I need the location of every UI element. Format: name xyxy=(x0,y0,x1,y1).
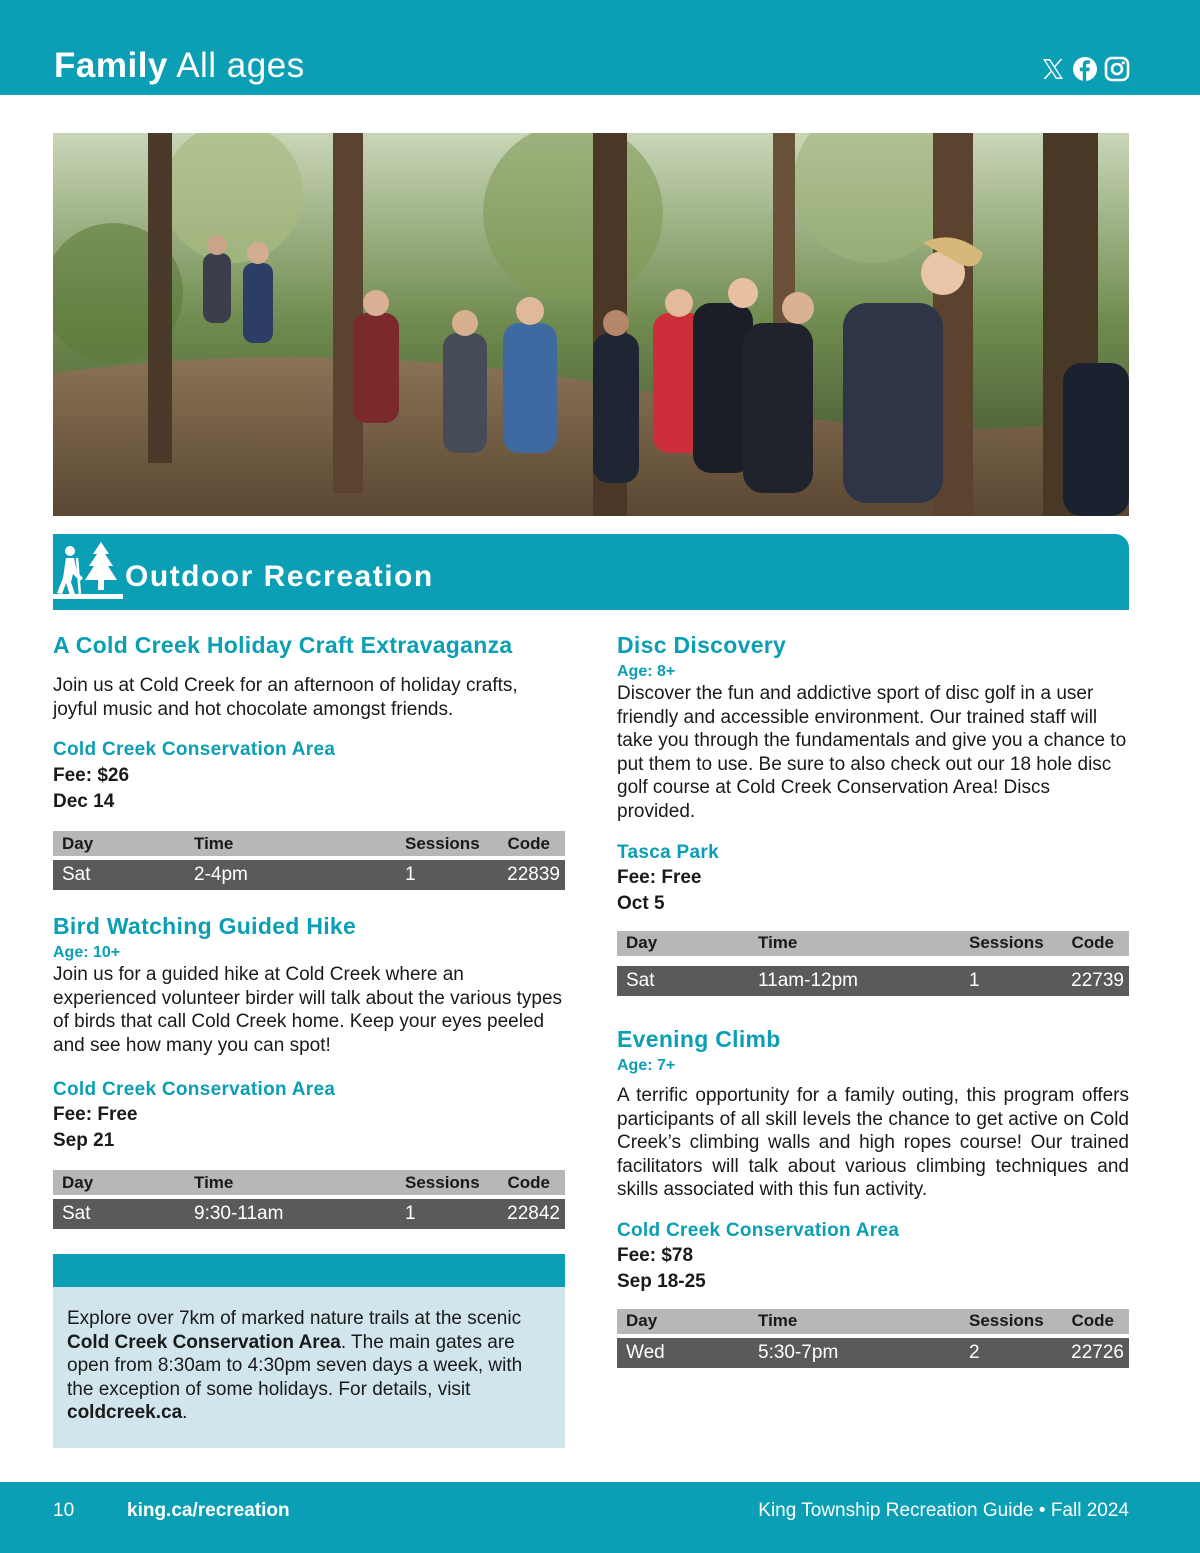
program-title: A Cold Creek Holiday Craft Extravaganza xyxy=(53,632,513,658)
program-description: Join us at Cold Creek for an afternoon of holiday crafts, joyful music and hot chocolate amongst friends. xyxy=(53,675,518,720)
cell-day: Wed xyxy=(626,1341,665,1363)
program-location: Tasca Park xyxy=(617,841,719,863)
facebook-icon[interactable] xyxy=(1072,56,1098,82)
program-fee: Fee: $78 xyxy=(617,1244,694,1266)
page-header xyxy=(0,0,1200,95)
header-sessions: Sessions xyxy=(405,833,480,853)
schedule-table xyxy=(53,831,565,890)
section-title-bold: Family xyxy=(54,46,168,85)
cell-day: Sat xyxy=(626,969,655,991)
hiker-tree-icon xyxy=(53,540,123,602)
footer-url-link[interactable]: king.ca/recreation xyxy=(127,1500,290,1521)
group-hike-photo xyxy=(53,133,1129,516)
cell-day: Sat xyxy=(62,1203,91,1225)
program-fee: Fee: Free xyxy=(617,866,702,888)
program-location: Cold Creek Conservation Area xyxy=(53,739,336,761)
cell-sessions: 1 xyxy=(969,969,980,991)
table-header xyxy=(617,931,1129,956)
social-links xyxy=(1040,56,1130,82)
cell-time: 9:30-11am xyxy=(194,1203,284,1225)
program-date: Dec 14 xyxy=(53,791,115,813)
cell-time: 5:30-7pm xyxy=(758,1341,839,1363)
section-title-light: All ages xyxy=(176,46,305,85)
x-icon[interactable] xyxy=(1040,56,1066,82)
program-description: Join us for a guided hike at Cold Creek where an experienced volunteer birder will talk about the various types of birds that call Cold Creek home. Keep your eyes peeled and see how many you can spot! xyxy=(53,964,563,1056)
cell-time: 11am-12pm xyxy=(758,969,858,991)
cell-code: 22839 xyxy=(507,864,560,886)
program-title: Bird Watching Guided Hike xyxy=(53,913,357,939)
cell-sessions: 2 xyxy=(969,1341,980,1363)
table-row xyxy=(53,1199,565,1229)
info-text-1: Explore over 7km of marked nature trails at the scenic xyxy=(67,1308,522,1329)
cell-day: Sat xyxy=(62,864,91,886)
banner-title: Outdoor Recreation xyxy=(125,560,434,593)
page-number: 10 xyxy=(53,1500,75,1521)
header-sessions: Sessions xyxy=(969,1311,1044,1331)
header-time: Time xyxy=(758,933,798,953)
cell-code: 22739 xyxy=(1071,969,1124,991)
program-fee: Fee: $26 xyxy=(53,765,130,787)
info-box-bar xyxy=(53,1254,565,1287)
program-title: Disc Discovery xyxy=(617,632,787,658)
footer-separator: • xyxy=(1038,1500,1046,1521)
header-day: Day xyxy=(62,833,94,853)
section-title xyxy=(54,46,305,86)
program-age: Age: 8+ xyxy=(617,663,676,680)
header-day: Day xyxy=(62,1172,94,1192)
cell-time: 2-4pm xyxy=(194,864,248,886)
outdoor-recreation-banner xyxy=(53,534,1129,610)
guide-season: Fall 2024 xyxy=(1050,1500,1129,1521)
header-day: Day xyxy=(626,933,658,953)
header-sessions: Sessions xyxy=(405,1172,480,1192)
table-row xyxy=(53,860,565,890)
schedule-table xyxy=(617,1309,1129,1368)
cell-code: 22726 xyxy=(1071,1341,1124,1363)
program-description: A terrific opportunity for a family outing, this program offers participants of all skill levels the chance to get active on Cold Creek’s climbing walls and high ropes course! Our trained facilitators will talk about various climbing techniques and skills associated with this fun activity. xyxy=(617,1085,1129,1201)
header-time: Time xyxy=(194,833,234,853)
header-code: Code xyxy=(507,833,550,853)
info-box-text xyxy=(53,1287,565,1425)
guide-title: King Township Recreation Guide xyxy=(758,1500,1034,1521)
program-evening-climb xyxy=(617,1026,1129,1368)
table-header xyxy=(53,831,565,856)
program-disc-discovery xyxy=(617,632,1129,996)
conservation-info-box xyxy=(53,1254,565,1448)
program-date: Oct 5 xyxy=(617,892,665,914)
program-holiday-craft xyxy=(53,632,565,890)
table-header xyxy=(53,1170,565,1195)
info-text-3: . xyxy=(182,1402,188,1424)
program-date: Sep 21 xyxy=(53,1130,115,1152)
program-bird-watching xyxy=(53,913,565,1229)
program-age: Age: 10+ xyxy=(53,944,121,961)
cell-sessions: 1 xyxy=(405,864,416,886)
schedule-table xyxy=(53,1170,565,1229)
header-time: Time xyxy=(758,1311,798,1331)
program-location: Cold Creek Conservation Area xyxy=(53,1079,336,1101)
instagram-icon[interactable] xyxy=(1104,56,1130,82)
header-sessions: Sessions xyxy=(969,933,1044,953)
forest-hikers-image xyxy=(53,133,1129,516)
table-header xyxy=(617,1309,1129,1334)
info-bold-location: Cold Creek Conservation Area xyxy=(67,1331,341,1353)
program-age: Age: 7+ xyxy=(617,1057,676,1074)
program-location: Cold Creek Conservation Area xyxy=(617,1219,900,1241)
header-code: Code xyxy=(507,1172,550,1192)
info-link-coldcreek[interactable]: coldcreek.ca xyxy=(67,1402,183,1424)
program-description: Discover the fun and addictive sport of disc golf in a user friendly and accessible environment. Our trained staff will take you through the fundamentals and give you a chance to put them to use. Be sure to also check out our 18 hole disc golf course at Cold Creek Conservation Area! Discs provided. xyxy=(617,683,1127,822)
header-code: Code xyxy=(1071,933,1114,953)
cell-sessions: 1 xyxy=(405,1203,416,1225)
program-fee: Fee: Free xyxy=(53,1104,138,1126)
cell-code: 22842 xyxy=(507,1203,560,1225)
program-date: Sep 18-25 xyxy=(617,1270,706,1292)
table-row xyxy=(617,966,1129,996)
schedule-table xyxy=(617,931,1129,996)
page-footer xyxy=(0,1482,1200,1553)
program-title: Evening Climb xyxy=(617,1026,781,1052)
header-day: Day xyxy=(626,1311,658,1331)
table-row xyxy=(617,1338,1129,1368)
info-text-2: . The main gates are open from 8:30am to 4:30pm seven days a week, with the exception of some holidays. For details, visit xyxy=(67,1331,523,1400)
header-time: Time xyxy=(194,1172,234,1192)
header-code: Code xyxy=(1071,1311,1114,1331)
guide-name xyxy=(758,1500,1129,1522)
